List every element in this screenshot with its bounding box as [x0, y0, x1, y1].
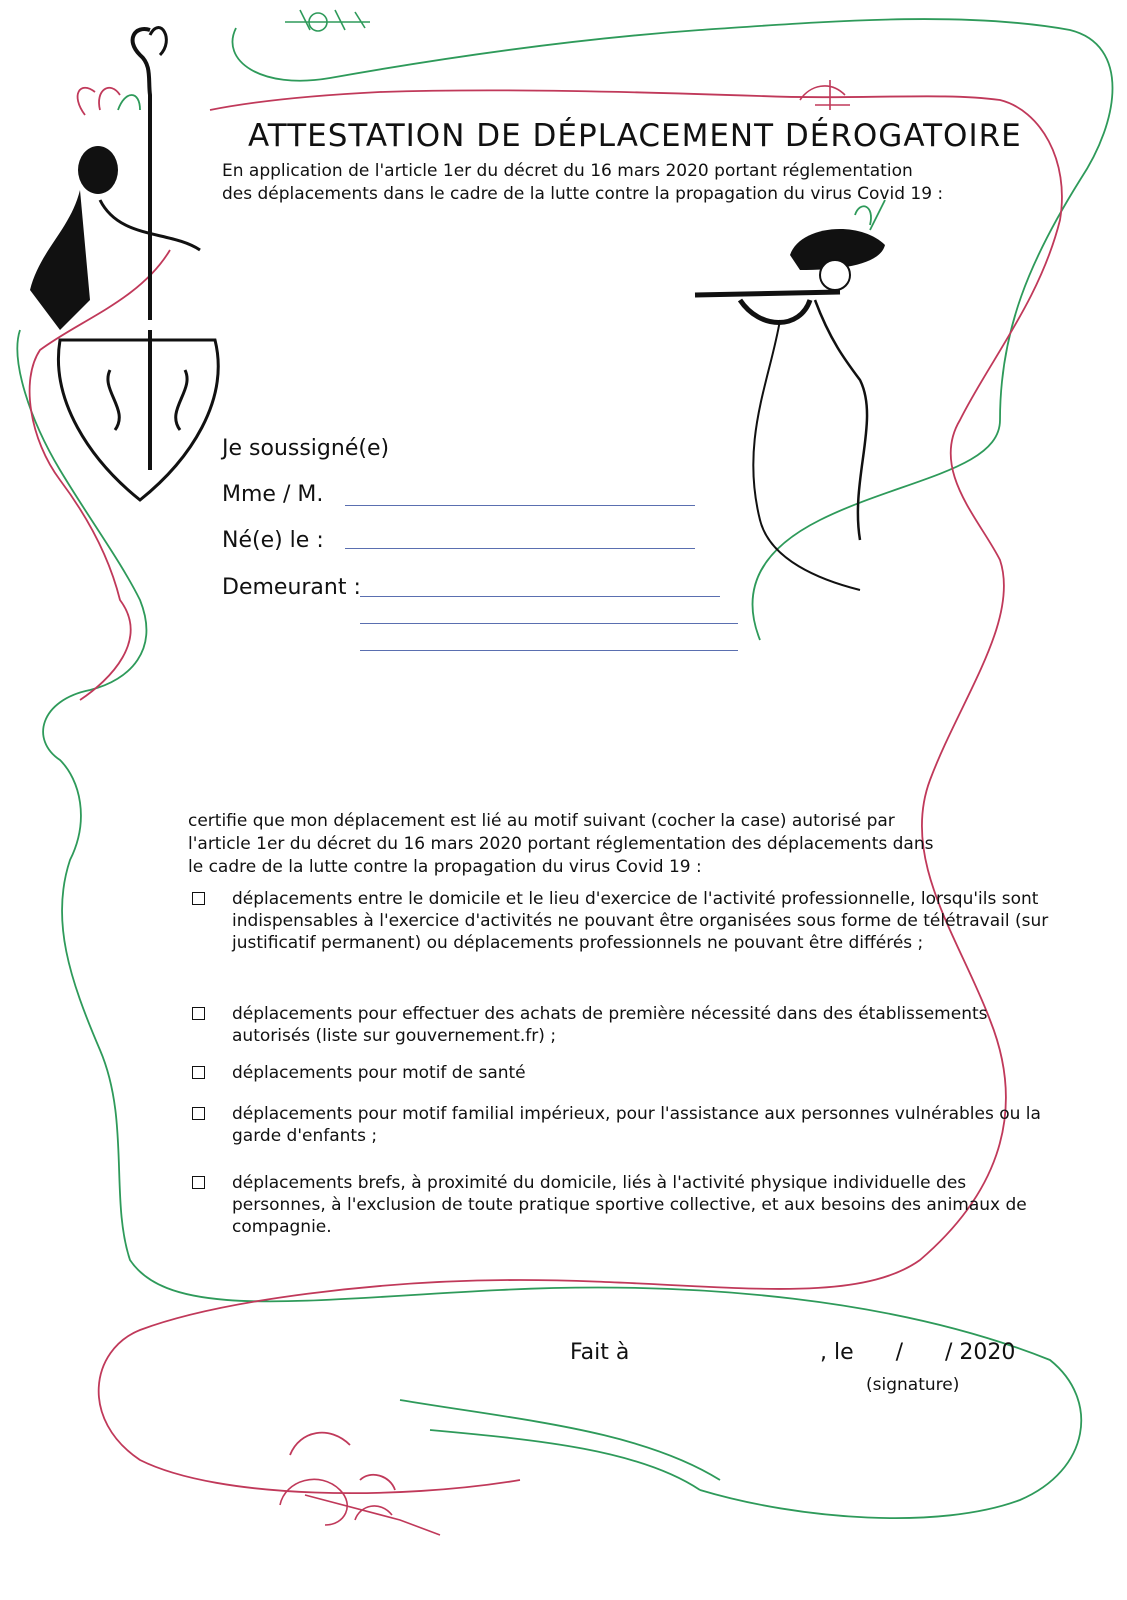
intro-text: [222, 160, 1052, 206]
reason-checkbox[interactable]: [192, 1107, 205, 1120]
certify-line: le cadre de la lutte contre la propagation du virus Covid 19 :: [188, 857, 702, 877]
red-vine: [30, 90, 1062, 1493]
signature-label: (signature): [866, 1375, 960, 1395]
bottom-ornament: [280, 1479, 440, 1535]
reason-text: déplacements pour motif familial impérieux, pour l'assistance aux personnes vulnérables ou la garde d'enfants ;: [232, 1104, 1041, 1146]
birth-date-field[interactable]: [345, 548, 695, 549]
address-label: Demeurant :: [222, 575, 361, 600]
reason-checkbox[interactable]: [192, 892, 205, 905]
intro-line: des déplacements dans le cadre de la lutte contre la propagation du virus Covid 19 :: [222, 184, 944, 204]
certify-line: certifie que mon déplacement est lié au motif suivant (cocher la case) autorisé par: [188, 811, 895, 831]
name-field[interactable]: [345, 505, 695, 506]
reason-checkbox[interactable]: [192, 1176, 205, 1189]
certify-text: [188, 810, 1028, 879]
red-ornament: [800, 80, 850, 110]
name-label: Mme / M.: [222, 482, 324, 507]
made-at-label: Fait à: [570, 1340, 630, 1365]
birth-date-label: Né(e) le :: [222, 528, 324, 553]
date-label: , le / / 2020: [820, 1340, 1016, 1365]
reason-text: déplacements entre le domicile et le lieu d'exercice de l'activité professionnelle, lorsqu'ils sont indispensables à l'exercice d'activités ne pouvant être organisées sous forme de télétravail (sur justificatif permanent) ou déplacements professionnels ne pouvant être différés ;: [232, 889, 1049, 953]
double-bass-player-illustration: [30, 28, 218, 500]
address-field-line-1[interactable]: [360, 596, 720, 597]
top-ornament: [285, 10, 370, 31]
reason-text: déplacements brefs, à proximité du domicile, liés à l'activité physique individuelle des personnes, à l'exclusion de toute pratique sportive collective, et aux besoins des animaux de compagnie.: [232, 1173, 1027, 1237]
reason-text: déplacements pour motif de santé: [232, 1063, 526, 1083]
reason-checkbox[interactable]: [192, 1066, 205, 1079]
undersigned-label: Je soussigné(e): [222, 436, 390, 461]
document-title: ATTESTATION DE DÉPLACEMENT DÉROGATOIRE: [248, 118, 1022, 154]
certify-line: l'article 1er du décret du 16 mars 2020 portant réglementation des déplacements dans: [188, 834, 934, 854]
address-field-line-3[interactable]: [360, 650, 738, 651]
reason-text: déplacements pour effectuer des achats de première nécessité dans des établissements autorisés (liste sur gouvernement.fr) ;: [232, 1004, 988, 1046]
address-field-line-2[interactable]: [360, 623, 738, 624]
intro-line: En application de l'article 1er du décret du 16 mars 2020 portant réglementation: [222, 161, 913, 181]
reason-checkbox[interactable]: [192, 1007, 205, 1020]
green-vine: [17, 19, 1112, 1518]
flute-player-illustration: [695, 200, 885, 590]
